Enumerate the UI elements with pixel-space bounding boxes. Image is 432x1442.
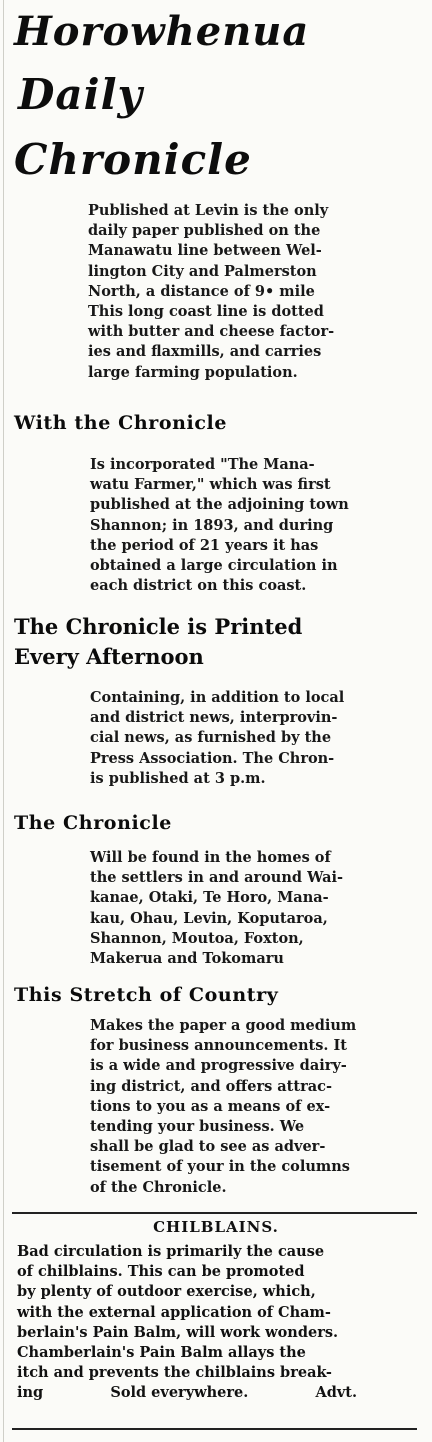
advert-body bbox=[17, 1242, 412, 1404]
section-paragraph bbox=[90, 848, 373, 969]
text-line: tions to you as a means of ex- bbox=[90, 1097, 331, 1115]
masthead-line-1: Horowhenua bbox=[14, 8, 310, 55]
text-line: Shannon; in 1893, and during bbox=[90, 516, 334, 534]
text-line: for business announcements. It bbox=[90, 1037, 347, 1055]
section-heading bbox=[14, 612, 302, 672]
text-line: is a wide and progressive dairy- bbox=[90, 1057, 347, 1075]
text-line: Manawatu line between Wel- bbox=[88, 242, 322, 260]
text-line: kau, Ohau, Levin, Koputaroa, bbox=[90, 909, 328, 927]
masthead-line-3: Chronicle bbox=[14, 135, 252, 184]
text-line: each district on this coast. bbox=[90, 577, 307, 595]
section-paragraph bbox=[90, 455, 373, 596]
advert-footer-line bbox=[17, 1383, 357, 1403]
text-fragment: ing bbox=[17, 1384, 44, 1402]
text-line: of chilblains. This can be promoted bbox=[17, 1263, 305, 1281]
text-line: Is incorporated "The Mana- bbox=[90, 456, 315, 473]
text-line: This long coast line is dotted bbox=[88, 303, 324, 321]
text-line: Containing, in addition to local bbox=[90, 689, 345, 706]
text-line: daily paper published on the bbox=[88, 222, 321, 240]
heading-line: The Chronicle is Printed bbox=[14, 614, 303, 639]
text-line: Makerua and Tokomaru bbox=[90, 950, 284, 968]
text-line: tisement of your in the columns bbox=[90, 1158, 350, 1176]
text-line: Press Association. The Chron- bbox=[90, 749, 335, 767]
advt-label: Advt. bbox=[315, 1384, 357, 1402]
text-line: cial news, as furnished by the bbox=[90, 729, 332, 747]
text-line: Shannon, Moutoa, Foxton, bbox=[90, 929, 304, 947]
text-line: published at the adjoining town bbox=[90, 496, 349, 514]
text-line: tending your business. We bbox=[90, 1118, 305, 1136]
advert-title: CHILBLAINS. bbox=[153, 1218, 279, 1236]
text-line: with the external application of Cham- bbox=[17, 1303, 331, 1321]
text-line: ies and flaxmills, and carries bbox=[88, 343, 322, 361]
section-heading: The Chronicle bbox=[14, 812, 172, 834]
text-line: North, a distance of 9• mile bbox=[88, 282, 315, 300]
text-line: the period of 21 years it has bbox=[90, 536, 319, 554]
text-line: Makes the paper a good medium bbox=[90, 1017, 357, 1034]
text-line: itch and prevents the chilblains break- bbox=[17, 1364, 332, 1382]
text-line: ing district, and offers attrac- bbox=[90, 1077, 332, 1095]
text-line: of the Chronicle. bbox=[90, 1178, 227, 1196]
heading-line: Every Afternoon bbox=[14, 644, 204, 669]
text-line: Bad circulation is primarily the cause bbox=[17, 1243, 325, 1260]
text-line: is published at 3 p.m. bbox=[90, 769, 266, 787]
text-line: obtained a large circulation in bbox=[90, 557, 338, 575]
text-line: with butter and cheese factor- bbox=[88, 323, 335, 341]
text-line: and district news, interprovin- bbox=[90, 709, 338, 727]
text-line: large farming population. bbox=[88, 363, 298, 381]
text-line: by plenty of outdoor exercise, which, bbox=[17, 1283, 316, 1301]
section-heading: With the Chronicle bbox=[14, 412, 228, 434]
text-line: Will be found in the homes of bbox=[90, 849, 331, 866]
section-heading: This Stretch of Country bbox=[14, 984, 279, 1006]
text-line: the settlers in and around Wai- bbox=[90, 869, 344, 887]
text-line: lington City and Palmerston bbox=[88, 262, 317, 280]
text-line: Published at Levin is the only bbox=[88, 202, 329, 219]
text-line: Chamberlain's Pain Balm allays the bbox=[17, 1344, 306, 1362]
sold-everywhere-text: Sold everywhere. bbox=[110, 1384, 249, 1402]
text-line: kanae, Otaki, Te Horo, Mana- bbox=[90, 889, 329, 907]
text-line: shall be glad to see as adver- bbox=[90, 1138, 326, 1156]
text-line: berlain's Pain Balm, will work wonders. bbox=[17, 1323, 339, 1341]
masthead-line-2: Daily bbox=[18, 70, 143, 119]
divider-rule bbox=[12, 1428, 417, 1430]
text-line: watu Farmer," which was first bbox=[90, 476, 331, 494]
divider-rule bbox=[12, 1212, 417, 1214]
section-paragraph bbox=[90, 1016, 373, 1198]
section-paragraph bbox=[90, 688, 373, 789]
intro-paragraph bbox=[88, 201, 373, 383]
